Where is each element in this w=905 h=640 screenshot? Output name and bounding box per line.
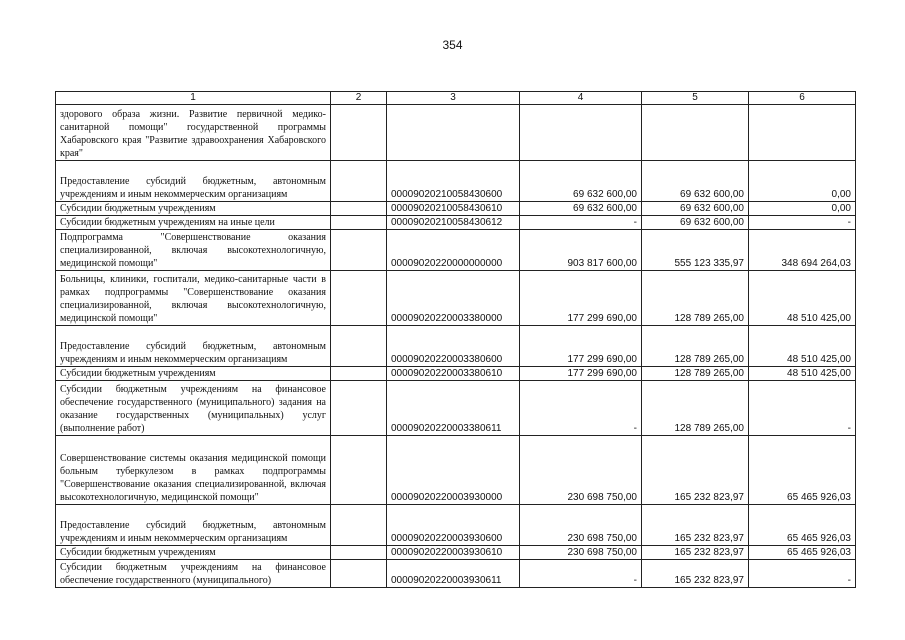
row-col5: 165 232 823,97 xyxy=(642,560,749,588)
row-col6: 48 510 425,00 xyxy=(749,326,856,367)
row-code: 00009020220003380000 xyxy=(387,271,520,326)
row-col2 xyxy=(331,271,387,326)
row-col4: 230 698 750,00 xyxy=(520,546,642,560)
row-col2 xyxy=(331,546,387,560)
table-row xyxy=(56,161,856,202)
row-name: Подпрограмма "Совершенствование оказания специализированной, включая высокотехнологичную, медицинской помощи" xyxy=(56,230,331,271)
row-code: 00009020220003930600 xyxy=(387,505,520,546)
row-name: Субсидии бюджетным учреждениям на иные цели xyxy=(56,216,331,230)
row-col6: - xyxy=(749,560,856,588)
row-code: 00009020220003380610 xyxy=(387,367,520,381)
row-col4: 69 632 600,00 xyxy=(520,161,642,202)
row-col4: 230 698 750,00 xyxy=(520,436,642,505)
row-col6: 348 694 264,03 xyxy=(749,230,856,271)
row-code: 00009020220003930610 xyxy=(387,546,520,560)
row-col2 xyxy=(331,560,387,588)
row-name: Больницы, клиники, госпитали, медико-санитарные части в рамках подпрограммы "Совершенствование оказания специализированной, включая высокотехнологичную, медицинской помощи" xyxy=(56,271,331,326)
row-col5 xyxy=(642,105,749,161)
row-name: Субсидии бюджетным учреждениям на финансовое обеспечение государственного (муниципального) задания на оказание государственных (муниципальных) услуг (выполнение работ) xyxy=(56,381,331,436)
row-col4: 177 299 690,00 xyxy=(520,326,642,367)
row-col2 xyxy=(331,381,387,436)
table-row xyxy=(56,367,856,381)
table-row xyxy=(56,381,856,436)
row-code: 00009020220003930611 xyxy=(387,560,520,588)
row-col5: 69 632 600,00 xyxy=(642,161,749,202)
row-col5: 165 232 823,97 xyxy=(642,505,749,546)
row-col5: 128 789 265,00 xyxy=(642,271,749,326)
row-col2 xyxy=(331,505,387,546)
row-col4: - xyxy=(520,216,642,230)
row-col4: 903 817 600,00 xyxy=(520,230,642,271)
row-col2 xyxy=(331,436,387,505)
row-col5: 555 123 335,97 xyxy=(642,230,749,271)
row-col2 xyxy=(331,326,387,367)
page-number: 354 xyxy=(442,38,463,52)
row-col6: - xyxy=(749,216,856,230)
row-col2 xyxy=(331,216,387,230)
row-col5: 165 232 823,97 xyxy=(642,436,749,505)
row-name: Субсидии бюджетным учреждениям xyxy=(56,202,331,216)
row-code: 00009020220003930000 xyxy=(387,436,520,505)
row-col6: 65 465 926,03 xyxy=(749,505,856,546)
row-col2 xyxy=(331,202,387,216)
row-code: 00009020210058430610 xyxy=(387,202,520,216)
row-col4: 177 299 690,00 xyxy=(520,367,642,381)
row-col5: 128 789 265,00 xyxy=(642,381,749,436)
row-col2 xyxy=(331,161,387,202)
row-col4: - xyxy=(520,381,642,436)
row-col6: 0,00 xyxy=(749,202,856,216)
table-row xyxy=(56,560,856,588)
row-col5: 128 789 265,00 xyxy=(642,326,749,367)
row-col6: - xyxy=(749,381,856,436)
table-row xyxy=(56,436,856,505)
row-code: 00009020220003380611 xyxy=(387,381,520,436)
table-row xyxy=(56,216,856,230)
row-code xyxy=(387,105,520,161)
row-col2 xyxy=(331,367,387,381)
row-col6: 65 465 926,03 xyxy=(749,546,856,560)
table-row xyxy=(56,546,856,560)
row-col5: 69 632 600,00 xyxy=(642,216,749,230)
row-name: здорового образа жизни. Развитие первичной медико-санитарной помощи" государственной программы Хабаровского края "Развитие здравоохранения Хабаровского края" xyxy=(56,105,331,161)
row-col6 xyxy=(749,105,856,161)
header-cell: 6 xyxy=(749,92,856,105)
row-col5: 128 789 265,00 xyxy=(642,367,749,381)
table-row xyxy=(56,202,856,216)
row-name: Субсидии бюджетным учреждениям на финансовое обеспечение государственного (муниципального) xyxy=(56,560,331,588)
row-col2 xyxy=(331,105,387,161)
row-col5: 69 632 600,00 xyxy=(642,202,749,216)
row-code: 00009020210058430600 xyxy=(387,161,520,202)
header-cell: 1 xyxy=(56,92,331,105)
row-name: Предоставление субсидий бюджетным, автономным учреждениям и иным некоммерческим организациям xyxy=(56,505,331,546)
row-name: Предоставление субсидий бюджетным, автономным учреждениям и иным некоммерческим организациям xyxy=(56,326,331,367)
table-row xyxy=(56,105,856,161)
row-code: 00009020220000000000 xyxy=(387,230,520,271)
header-cell: 4 xyxy=(520,92,642,105)
row-col4: 177 299 690,00 xyxy=(520,271,642,326)
row-col6: 48 510 425,00 xyxy=(749,367,856,381)
row-col4 xyxy=(520,105,642,161)
row-code: 00009020220003380600 xyxy=(387,326,520,367)
table-row xyxy=(56,230,856,271)
row-name: Субсидии бюджетным учреждениям xyxy=(56,546,331,560)
row-col4: 69 632 600,00 xyxy=(520,202,642,216)
row-col2 xyxy=(331,230,387,271)
table-row xyxy=(56,326,856,367)
row-col6: 0,00 xyxy=(749,161,856,202)
row-code: 00009020210058430612 xyxy=(387,216,520,230)
budget-table xyxy=(55,91,856,588)
header-cell: 2 xyxy=(331,92,387,105)
header-cell: 5 xyxy=(642,92,749,105)
row-col4: - xyxy=(520,560,642,588)
header-row xyxy=(56,92,856,105)
row-name: Предоставление субсидий бюджетным, автономным учреждениям и иным некоммерческим организациям xyxy=(56,161,331,202)
row-col4: 230 698 750,00 xyxy=(520,505,642,546)
row-col5: 165 232 823,97 xyxy=(642,546,749,560)
table-row xyxy=(56,271,856,326)
row-name: Совершенствование системы оказания медицинской помощи больным туберкулезом в рамках подпрограммы "Совершенствование оказания специализированной, включая высокотехнологичную, медицинской помощи" xyxy=(56,436,331,505)
row-name: Субсидии бюджетным учреждениям xyxy=(56,367,331,381)
table-row xyxy=(56,505,856,546)
row-col6: 65 465 926,03 xyxy=(749,436,856,505)
row-col6: 48 510 425,00 xyxy=(749,271,856,326)
header-cell: 3 xyxy=(387,92,520,105)
